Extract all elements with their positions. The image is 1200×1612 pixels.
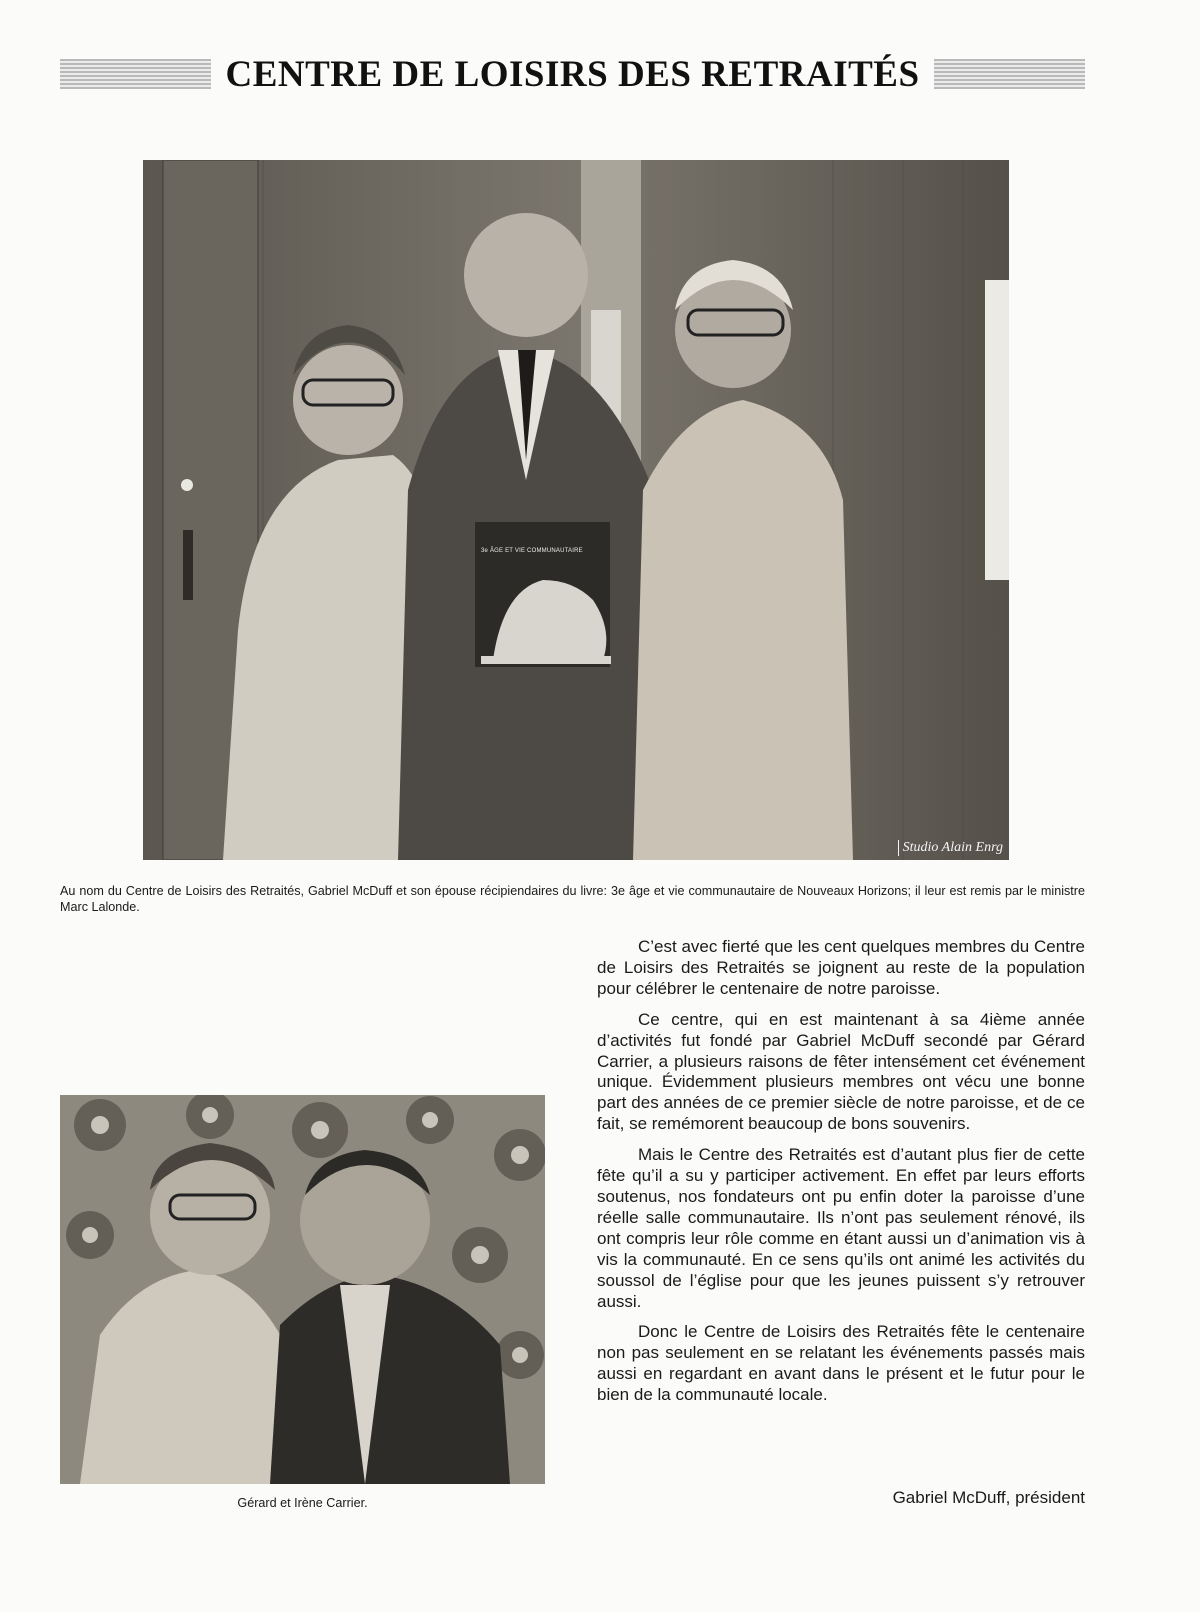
page-title: CENTRE DE LOISIRS DES RETRAITÉS: [225, 53, 920, 95]
article-paragraph: Ce centre, qui en est maintenant à sa 4ième année d’activités fut fondé par Gabriel McDuff secondé par Gérard Carrier, a plusieurs raisons de fêter intensément cet événement unique. Évidemment plusieurs membres ont vécu une bonne part des années de ce premier siècle de notre paroisse, et de ce fait, se remémorent beaucoup de bons souvenirs.: [597, 1009, 1085, 1134]
photo-credit: Studio Alain Enrg: [898, 840, 1003, 856]
couple-photo-caption: Gérard et Irène Carrier.: [237, 1496, 368, 1510]
couple-photo: [60, 1095, 545, 1484]
page-header: [60, 50, 1085, 98]
header-rule-right: [934, 59, 1085, 89]
couple-photo-drawing: [60, 1095, 545, 1484]
article-paragraph: C’est avec fierté que les cent quelques membres du Centre de Loisirs des Retraités se joignent au reste de la population pour célébrer le centenaire de notre paroisse.: [597, 937, 1085, 998]
group-photo-drawing: [143, 160, 1009, 860]
article-paragraph: Donc le Centre de Loisirs des Retraités fête le centenaire non pas seulement en se relatant les événements passés mais aussi en regardant en avant dans le présent et le futur pour le bien de la communauté locale.: [597, 1322, 1085, 1405]
header-rule-left: [60, 59, 211, 89]
group-photo: [143, 160, 1009, 860]
article-paragraph: Mais le Centre des Retraités est d’autant plus fier de cette fête qu’il a su y participer activement. En effet par leurs efforts soutenus, nos fondateurs ont pu enfin doter la paroisse d’une réelle salle communautaire. Ils n’ont pas seulement rénové, ils ont compris leur rôle comme en étant aussi un d’animation vis à vis la communauté. En ce sens qu’ils ont animé les activités du soussol de l’église pour que les jeunes puissent s’y retrouver aussi.: [597, 1145, 1085, 1311]
group-photo-caption: Au nom du Centre de Loisirs des Retraités, Gabriel McDuff et son épouse récipiendaires du livre: 3e âge et vie communautaire de Nouveaux Horizons; il leur est remis par le ministre Marc Lalonde.: [60, 884, 1085, 914]
book-cover-title: 3e ÂGE ET VIE COMMUNAUTAIRE: [481, 548, 583, 554]
article-body: [597, 937, 1085, 1416]
article-signature: Gabriel McDuff, président: [892, 1488, 1085, 1507]
